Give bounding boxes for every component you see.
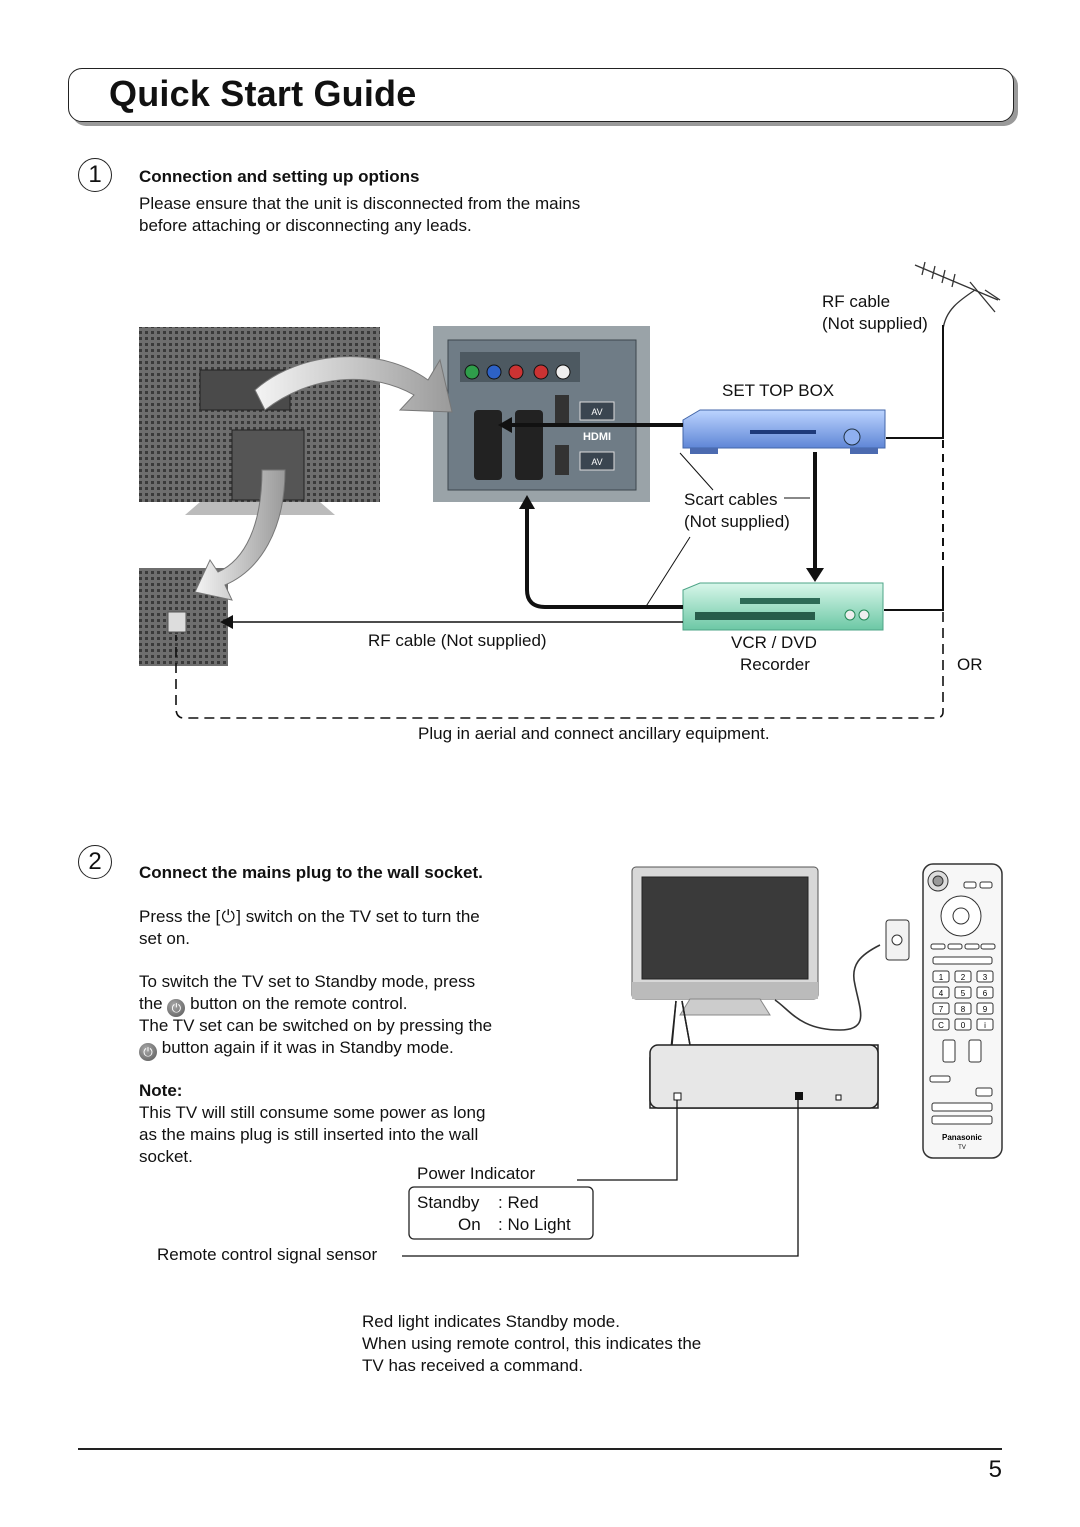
- wall-socket-icon: [886, 920, 909, 960]
- standby-line-2a: the: [139, 994, 163, 1013]
- power-switch-icon: ⏻: [221, 907, 235, 926]
- page-title: Quick Start Guide: [109, 73, 417, 114]
- power-indicator-label: Power Indicator: [417, 1164, 536, 1183]
- remote-key-label-4: 4: [938, 989, 944, 998]
- note-heading: Note:: [139, 1081, 183, 1100]
- scart-cables-label: Scart cables: [684, 490, 778, 509]
- footer-rule: [78, 1448, 1002, 1450]
- remote-key-label-2: 2: [960, 973, 966, 982]
- remote-sensor-window: [795, 1092, 803, 1100]
- step-1-body-line-1: Please ensure that the unit is disconnected from the mains: [139, 194, 581, 213]
- on-state-label: On: [458, 1215, 481, 1234]
- standby-button-icon-2: ⏻: [139, 1043, 157, 1061]
- remote-key-label-3: 3: [982, 973, 988, 982]
- rf-cable-top-label: RF cable: [822, 292, 891, 311]
- step-1-caption: Plug in aerial and connect ancillary equipment.: [418, 724, 770, 743]
- standby-line-2b: button on the remote control.: [190, 994, 408, 1013]
- on-state-value: : No Light: [498, 1215, 571, 1234]
- remote-key-label-i: i: [984, 1021, 986, 1030]
- remote-sub: TV: [958, 1145, 966, 1151]
- step-1-heading: Connection and setting up options: [139, 167, 420, 186]
- or-label: OR: [957, 655, 983, 674]
- recorder-label: Recorder: [740, 655, 810, 674]
- press-text-a: Press the [: [139, 907, 221, 926]
- standby-line-3: The TV set can be switched on by pressing the: [139, 1016, 493, 1035]
- page-number: 5: [988, 1456, 1002, 1483]
- note-line-1: This TV will still consume some power as long: [139, 1103, 486, 1122]
- remote-key-label-7: 7: [938, 1005, 944, 1014]
- remote-key-label-0: 0: [960, 1021, 966, 1030]
- set-top-box-label: SET TOP BOX: [722, 381, 835, 400]
- step-1-number: 1: [78, 158, 112, 192]
- power-indicator-led: [674, 1093, 681, 1100]
- standby-line-1: To switch the TV set to Standby mode, press: [139, 972, 476, 991]
- red-light-line-3: TV has received a command.: [362, 1356, 584, 1375]
- note-line-2: as the mains plug is still inserted into the wall: [139, 1125, 479, 1144]
- remote-key-label-6: 6: [982, 989, 988, 998]
- note-line-3: socket.: [139, 1147, 193, 1166]
- remote-brand: Panasonic: [941, 1133, 983, 1142]
- tv-bottom-zoom: [650, 1001, 878, 1108]
- red-light-line-2: When using remote control, this indicates the: [362, 1334, 702, 1353]
- remote-sensor-label: Remote control signal sensor: [157, 1245, 378, 1264]
- av-label-bottom: AV: [591, 457, 603, 467]
- red-light-line-1: Red light indicates Standby mode.: [362, 1312, 620, 1331]
- remote-key-label-5: 5: [960, 989, 966, 998]
- rf-cable-top-note: (Not supplied): [822, 314, 928, 333]
- press-text-b: ] switch on the TV set to turn the: [236, 907, 480, 926]
- press-power-line-2: set on.: [139, 929, 191, 948]
- rf-cable-bottom-label: RF cable (Not supplied): [368, 631, 547, 650]
- vcr-dvd-label: VCR / DVD: [731, 633, 817, 652]
- step-2-heading: Connect the mains plug to the wall socket.: [139, 863, 483, 882]
- scart-cables-note: (Not supplied): [684, 512, 790, 531]
- standby-line-4-text: button again if it was in Standby mode.: [161, 1038, 454, 1057]
- tv-front-image: [632, 867, 818, 1015]
- standby-button-icon: ⏻: [167, 999, 185, 1017]
- standby-state-value: : Red: [498, 1193, 539, 1212]
- standby-state-label: Standby: [417, 1193, 480, 1212]
- remote-key-label-C: C: [938, 1021, 944, 1030]
- step-1-body-line-2: before attaching or disconnecting any leads.: [139, 216, 472, 235]
- remote-key-label-1: 1: [938, 973, 944, 982]
- av-label-top: AV: [591, 407, 603, 417]
- hdmi-label: HDMI: [582, 431, 612, 443]
- remote-key-label-9: 9: [982, 1005, 988, 1014]
- remote-key-label-8: 8: [960, 1005, 966, 1014]
- step-2-number: 2: [78, 845, 112, 879]
